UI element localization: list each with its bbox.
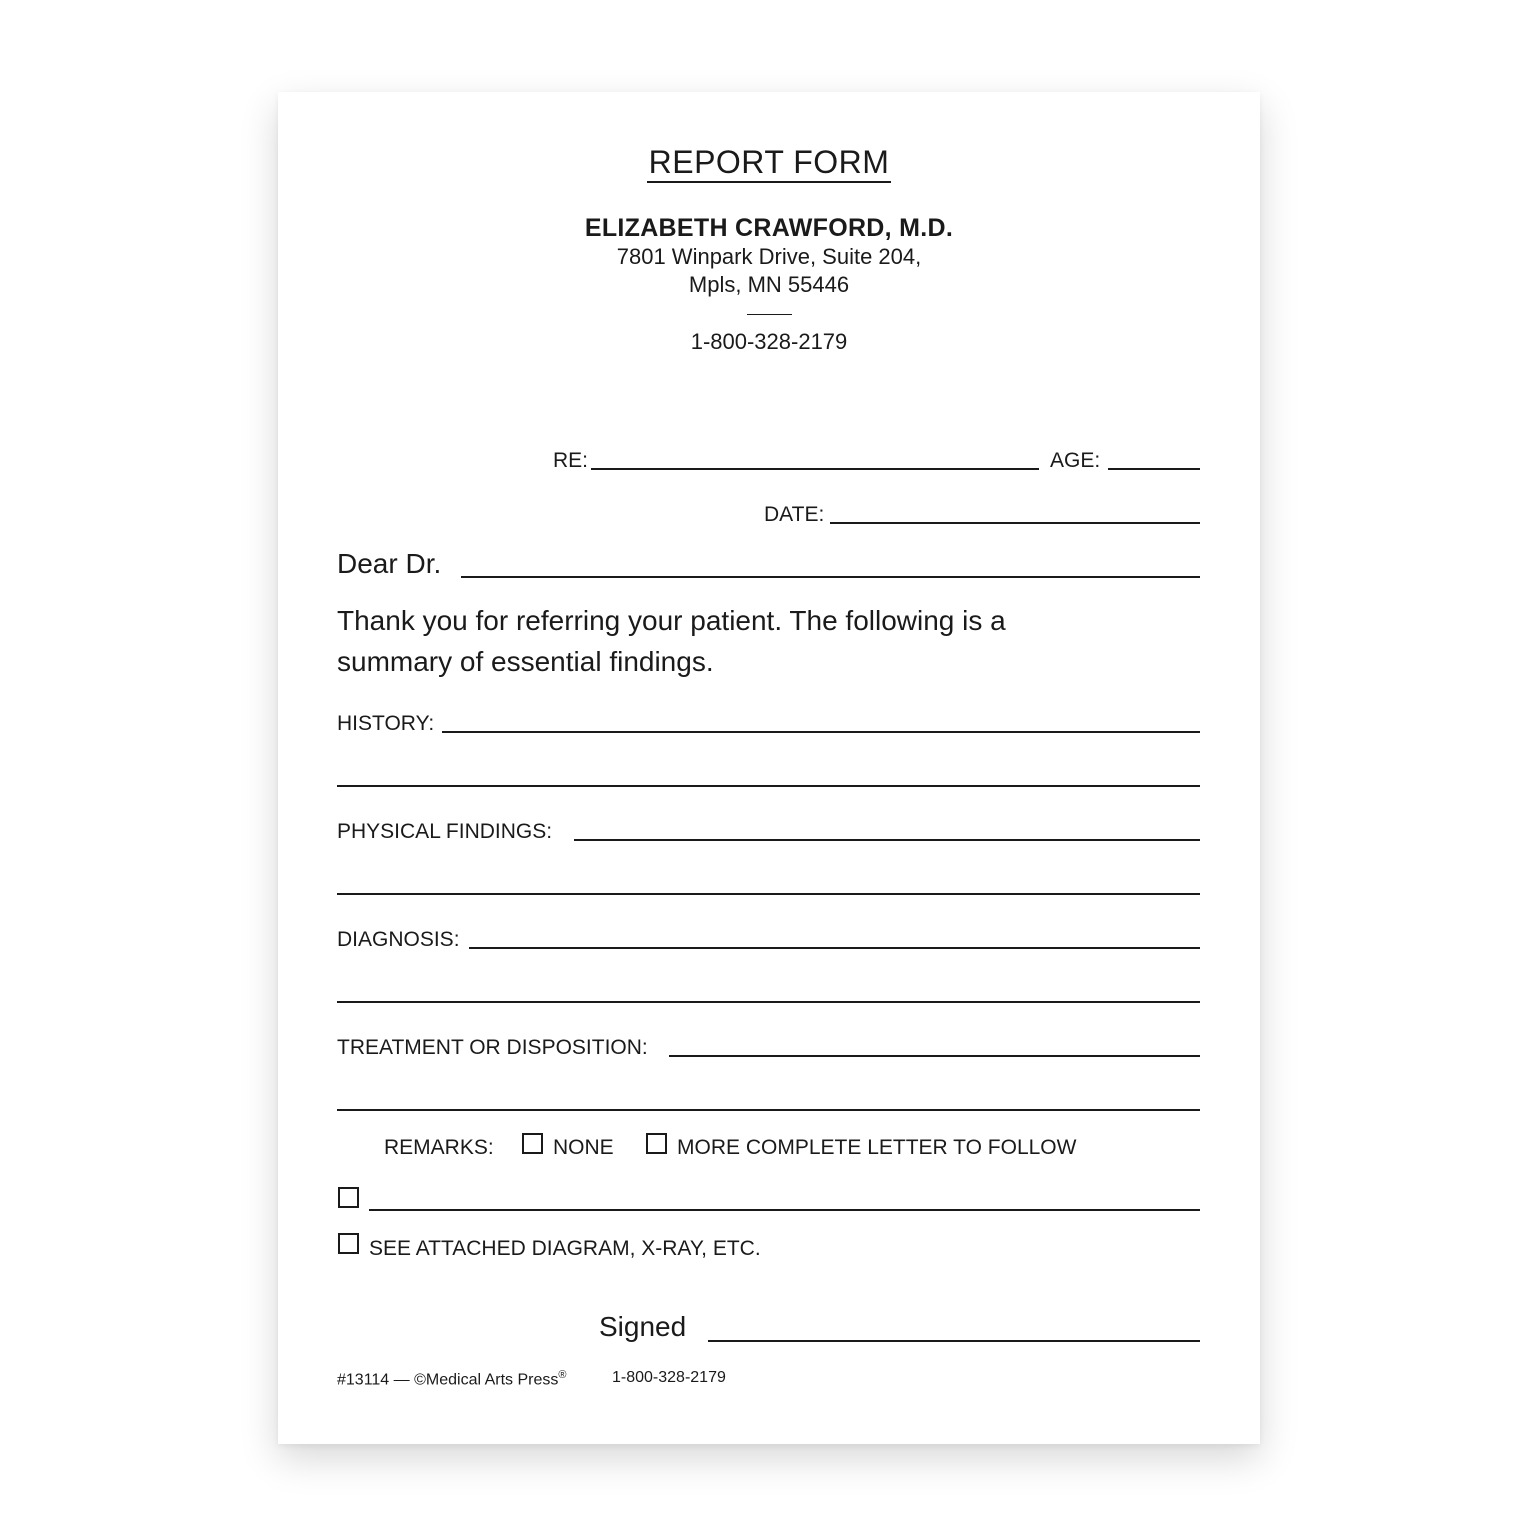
- date-field[interactable]: [830, 522, 1200, 524]
- history-label: HISTORY:: [337, 712, 435, 735]
- physical-findings-field-line-2[interactable]: [337, 893, 1200, 895]
- other-remark-checkbox[interactable]: [338, 1187, 359, 1208]
- date-label: DATE:: [764, 503, 825, 526]
- remarks-label: REMARKS:: [384, 1136, 494, 1159]
- footer-form-number: [337, 1369, 566, 1389]
- age-label: AGE:: [1050, 449, 1101, 472]
- none-checkbox[interactable]: [522, 1133, 543, 1154]
- treatment-label: TREATMENT OR DISPOSITION:: [337, 1036, 648, 1059]
- other-remark-field[interactable]: [369, 1209, 1200, 1211]
- letter-to-follow-checkbox[interactable]: [646, 1133, 667, 1154]
- intro-text-line-2: summary of essential findings.: [337, 646, 714, 677]
- history-field-line-1[interactable]: [442, 731, 1200, 733]
- doctor-phone: 1-800-328-2179: [690, 329, 848, 354]
- physical-findings-label: PHYSICAL FINDINGS:: [337, 820, 553, 843]
- header-divider: [747, 314, 792, 315]
- physical-findings-field-line-1[interactable]: [574, 839, 1200, 841]
- treatment-field-line-1[interactable]: [669, 1055, 1200, 1057]
- report-form-sheet: [278, 92, 1260, 1444]
- registered-mark: ®: [558, 1369, 567, 1381]
- treatment-field-line-2[interactable]: [337, 1109, 1200, 1111]
- history-field-line-2[interactable]: [337, 785, 1200, 787]
- re-field[interactable]: [591, 468, 1039, 470]
- attached-diagram-label: SEE ATTACHED DIAGRAM, X-RAY, ETC.: [369, 1237, 761, 1260]
- diagnosis-label: DIAGNOSIS:: [337, 928, 460, 951]
- signature-field[interactable]: [708, 1340, 1200, 1342]
- referring-doctor-field[interactable]: [461, 576, 1200, 578]
- doctor-name: ELIZABETH CRAWFORD, M.D.: [584, 214, 954, 242]
- dear-label: Dear Dr.: [337, 548, 442, 579]
- footer-phone: 1-800-328-2179: [612, 1369, 726, 1386]
- re-label: RE:: [553, 449, 589, 472]
- address-line-1: 7801 Winpark Drive, Suite 204,: [616, 244, 922, 269]
- diagnosis-field-line-2[interactable]: [337, 1001, 1200, 1003]
- form-title: [278, 144, 1260, 181]
- footer-form-number-text: #13114 — ©Medical Arts Press: [337, 1371, 559, 1389]
- address-line-2: Mpls, MN 55446: [688, 272, 850, 297]
- diagnosis-field-line-1[interactable]: [469, 947, 1200, 949]
- signed-label: Signed: [599, 1311, 687, 1342]
- form-title-text: REPORT FORM: [647, 144, 892, 183]
- letter-to-follow-label: MORE COMPLETE LETTER TO FOLLOW: [677, 1136, 1077, 1159]
- age-field[interactable]: [1108, 468, 1200, 470]
- attached-diagram-checkbox[interactable]: [338, 1233, 359, 1254]
- intro-text-line-1: Thank you for referring your patient. The following is a: [337, 605, 1006, 636]
- none-label: NONE: [553, 1136, 614, 1159]
